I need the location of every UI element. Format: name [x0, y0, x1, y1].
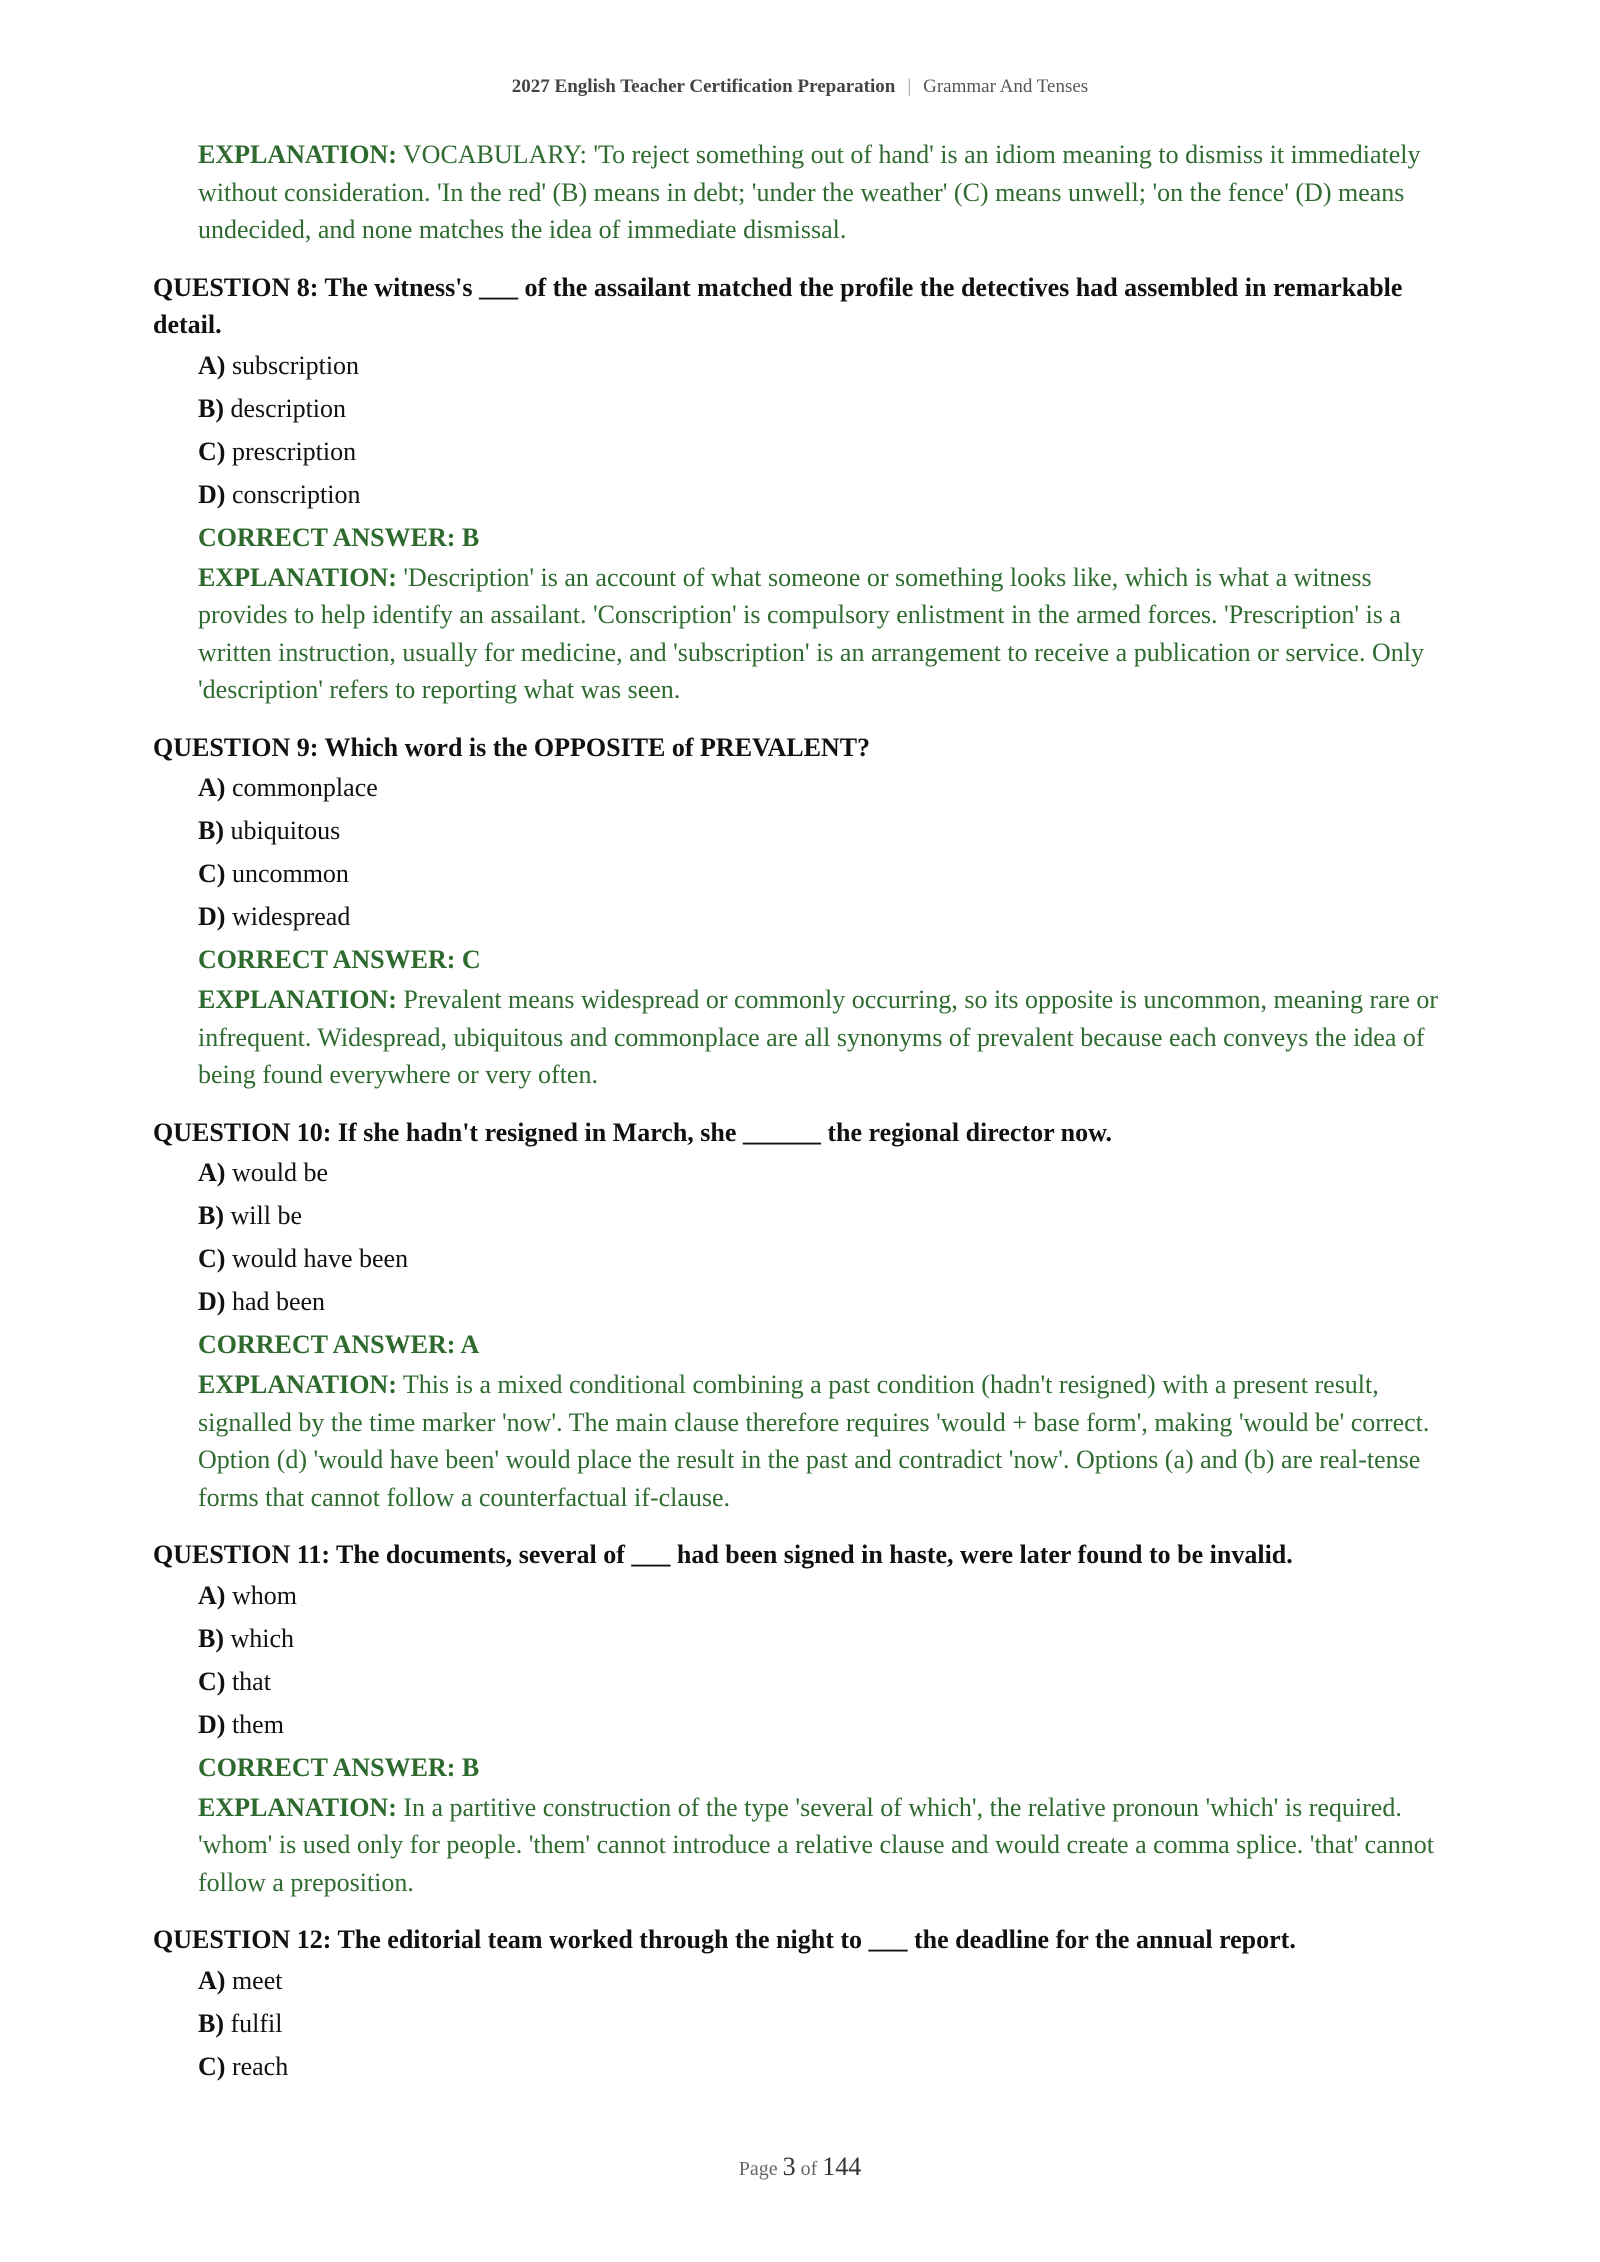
question-explanation	[198, 1366, 1453, 1516]
option-text: widespread	[231, 902, 351, 931]
explanation-text: VOCABULARY: 'To reject something out of hand' is an idiom meaning to dismiss it immediately without consideration. 'In the red' (B) means in debt; 'under the weather' (C) means unwell; 'on the fence' (D) means undecided, and none matches the idea of immediate dismissal.	[198, 140, 1421, 244]
option-text: which	[230, 1623, 295, 1653]
option-letter: B)	[198, 816, 224, 845]
question-block-12	[153, 1921, 1453, 2088]
option-text: fulfil	[230, 2008, 283, 2038]
option-text: whom	[231, 1580, 297, 1610]
option-letter: C)	[198, 859, 226, 888]
question-block-9	[153, 729, 1453, 1094]
option-a	[198, 1151, 1453, 1194]
header-separator: |	[907, 76, 912, 97]
question-prompt: QUESTION 8: The witness's ___ of the assailant matched the profile the detectives had assembled in remarkable detail.	[153, 272, 1403, 339]
explanation-text: In a partitive construction of the type 'several of which', the relative pronoun 'which' is required. 'whom' is used only for people. 'them' cannot introduce a relative clause and would create a comma splice. 'that' cannot follow a preposition.	[198, 1792, 1434, 1897]
question-block-8	[153, 269, 1453, 709]
option-text: commonplace	[231, 773, 378, 802]
question-explanation	[198, 981, 1453, 1094]
option-letter: A)	[198, 1580, 226, 1610]
option-text: them	[231, 1709, 284, 1739]
option-text: would be	[231, 1158, 328, 1187]
question-prompt: QUESTION 12: The editorial team worked through the night to ___ the deadline for the annual report.	[153, 1925, 1296, 1954]
option-letter: D)	[198, 902, 226, 931]
header-title: 2027 English Teacher Certification Preparation	[511, 76, 896, 97]
explanation-text: 'Description' is an account of what someone or something looks like, which is what a witness provides to help identify an assailant. 'Conscription' is compulsory enlistment in the armed forces. 'Prescription' is a written instruction, usually for medicine, and 'subscription' is an arrangement to receive a publication or service. Only 'description' refers to reporting what was seen.	[198, 562, 1424, 704]
option-list	[198, 1151, 1453, 1323]
option-d	[198, 895, 1453, 938]
intro-explanation	[198, 136, 1453, 249]
option-text: will be	[230, 1201, 302, 1230]
option-list	[198, 1574, 1453, 1746]
option-c	[198, 2045, 1453, 2088]
option-text: would have been	[231, 1244, 409, 1273]
header-subtitle: Grammar And Tenses	[923, 76, 1089, 97]
option-letter: C)	[198, 436, 226, 466]
explanation-label: EXPLANATION:	[198, 985, 397, 1014]
option-list	[198, 766, 1453, 938]
option-b	[198, 387, 1453, 430]
option-d	[198, 473, 1453, 516]
running-header	[0, 76, 1600, 98]
question-prompt: QUESTION 9: Which word is the OPPOSITE of PREVALENT?	[153, 732, 871, 762]
page-footer	[0, 2152, 1600, 2182]
question-prompt: QUESTION 11: The documents, several of ___ had been signed in haste, were later found to be invalid.	[153, 1540, 1293, 1569]
of-word: of	[800, 2158, 818, 2180]
option-letter: D)	[198, 1287, 226, 1316]
correct-answer: CORRECT ANSWER: B	[198, 1752, 480, 1782]
explanation-label: EXPLANATION:	[198, 1370, 397, 1399]
option-text: that	[231, 1666, 271, 1696]
option-letter: A)	[198, 1158, 226, 1187]
option-c	[198, 1237, 1453, 1280]
option-a	[198, 1959, 1453, 2002]
option-letter: A)	[198, 350, 226, 380]
option-text: meet	[231, 1965, 283, 1995]
explanation-label: EXPLANATION:	[198, 562, 397, 592]
explanation-text: This is a mixed conditional combining a past condition (hadn't resigned) with a present result, signalled by the time marker 'now'. The main clause therefore requires 'would + base form', making 'would be' correct. Option (d) 'would have been' would place the result in the past and contradict 'now'. Options (a) and (b) are real-tense forms that cannot follow a counterfactual if-clause.	[198, 1370, 1430, 1512]
correct-answer: CORRECT ANSWER: C	[198, 945, 481, 974]
option-d	[198, 1703, 1453, 1746]
option-list	[198, 1959, 1453, 2088]
page-word: Page	[738, 2158, 778, 2180]
option-b	[198, 2002, 1453, 2045]
option-c	[198, 430, 1453, 473]
option-letter: A)	[198, 773, 226, 802]
option-text: subscription	[231, 350, 360, 380]
explanation-label: EXPLANATION:	[198, 1792, 397, 1822]
option-letter: C)	[198, 1244, 226, 1273]
correct-answer: CORRECT ANSWER: B	[198, 522, 480, 552]
explanation-label: EXPLANATION:	[198, 140, 397, 169]
option-letter: D)	[198, 1709, 226, 1739]
question-explanation	[198, 1789, 1453, 1902]
option-letter: B)	[198, 393, 224, 423]
question-prompt: QUESTION 10: If she hadn't resigned in March, she ______ the regional director now.	[153, 1117, 1112, 1147]
option-letter: C)	[198, 2051, 226, 2081]
option-letter: B)	[198, 2008, 224, 2038]
option-letter: B)	[198, 1201, 224, 1230]
option-c	[198, 1660, 1453, 1703]
question-explanation	[198, 559, 1453, 709]
option-list	[198, 344, 1453, 516]
option-text: uncommon	[231, 859, 349, 888]
option-text: ubiquitous	[230, 816, 341, 845]
option-text: reach	[231, 2051, 289, 2081]
option-d	[198, 1280, 1453, 1323]
question-block-10	[153, 1114, 1453, 1517]
option-letter: A)	[198, 1965, 226, 1995]
option-letter: B)	[198, 1623, 224, 1653]
page-content	[153, 136, 1453, 2088]
option-c	[198, 852, 1453, 895]
option-a	[198, 1574, 1453, 1617]
option-a	[198, 344, 1453, 387]
option-text: description	[230, 393, 347, 423]
option-b	[198, 809, 1453, 852]
question-block-11	[153, 1536, 1453, 1901]
option-a	[198, 766, 1453, 809]
option-b	[198, 1617, 1453, 1660]
option-letter: C)	[198, 1666, 226, 1696]
page-number: 3	[782, 2152, 796, 2181]
total-pages: 144	[822, 2152, 862, 2181]
correct-answer: CORRECT ANSWER: A	[198, 1330, 480, 1359]
option-b	[198, 1194, 1453, 1237]
explanation-text: Prevalent means widespread or commonly occurring, so its opposite is uncommon, meaning rare or infrequent. Widespread, ubiquitous and commonplace are all synonyms of prevalent because each conveys the idea of being found everywhere or very often.	[198, 985, 1439, 1089]
option-letter: D)	[198, 479, 226, 509]
option-text: prescription	[231, 436, 357, 466]
option-text: conscription	[231, 479, 361, 509]
option-text: had been	[231, 1287, 326, 1316]
